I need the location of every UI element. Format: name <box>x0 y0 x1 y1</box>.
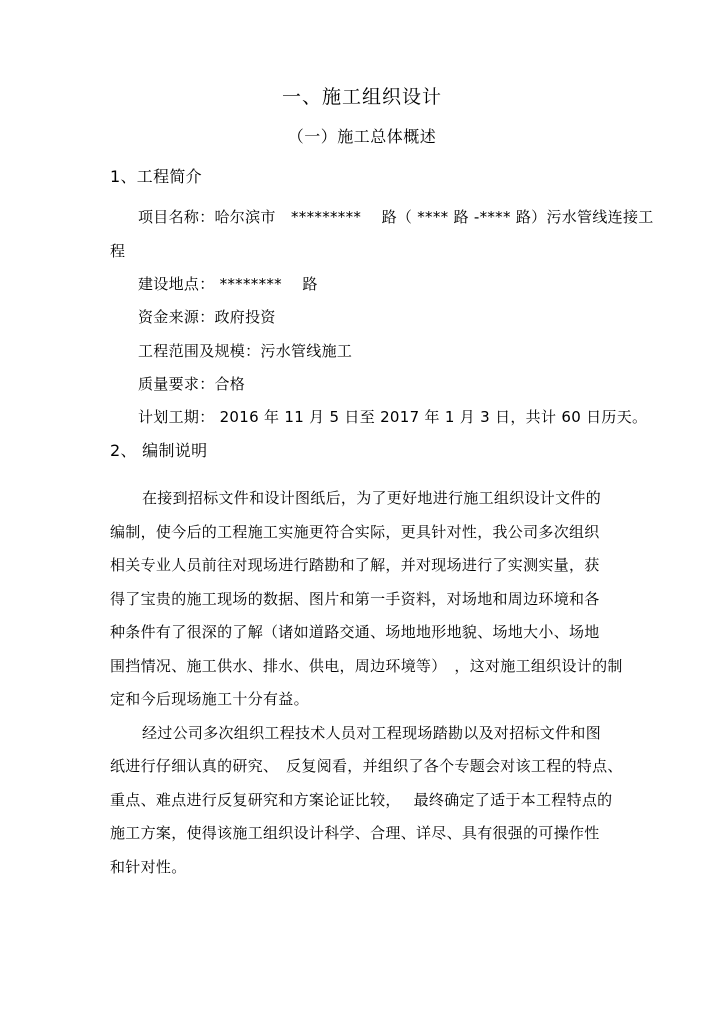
para1-line: 相关专业人员前往对现场进行踏勘和了解，并对现场进行了实测实量，获 <box>110 556 600 574</box>
para1-line: 定和今后现场施工十分有益。 <box>110 690 309 708</box>
para2-line: 经过公司多次组织工程技术人员对工程现场踏勘以及对招标文件和图 <box>142 724 602 742</box>
section2-heading: 2、 编制说明 <box>110 441 208 460</box>
project-scope: 工程范围及规模：污水管线施工 <box>138 342 353 360</box>
para1-line: 在接到招标文件和设计图纸后，为了更好地进行施工组织设计文件的 <box>142 489 602 507</box>
para1-line: 围挡情况、施工供水、排水、供电，周边环境等） ，这对施工组织设计的制 <box>110 657 623 675</box>
para1-line: 种条件有了很深的了解（诸如道路交通、场地地形地貌、场地大小、场地 <box>110 623 600 641</box>
para2-line: 纸进行仔细认真的研究、 反复阅看，并组织了各个专题会对该工程的特点、 <box>110 757 623 775</box>
para1-line: 得了宝贵的施工现场的数据、图片和第一手资料，对场地和周边环境和各 <box>110 590 600 608</box>
para2-line: 施工方案，使得该施工组织设计科学、合理、详尽、具有很强的可操作性 <box>110 824 600 842</box>
para2-line: 重点、难点进行反复研究和方案论证比较， 最终确定了适于本工程特点的 <box>110 791 613 809</box>
project-name-line1: 项目名称：哈尔滨市 ********* 路（ **** 路 -**** 路）污水管线连接工 <box>138 208 654 226</box>
para1-line: 编制，使今后的工程施工实施更符合实际，更具针对性，我公司多次组织 <box>110 523 600 541</box>
planned-schedule: 计划工期： 2016 年 11 月 5 日至 2017 年 1 月 3 日，共计 60 日历天。 <box>138 408 648 426</box>
section1-heading: 1、工程简介 <box>110 167 202 186</box>
document-title: 一、施工组织设计 <box>281 86 442 108</box>
para2-line: 和针对性。 <box>110 858 187 876</box>
funding-source: 资金来源：政府投资 <box>138 308 276 326</box>
quality-requirement: 质量要求：合格 <box>138 375 246 393</box>
construction-location: 建设地点： ******** 路 <box>138 275 318 293</box>
project-name-line2: 程 <box>110 242 126 260</box>
document-subtitle: （一）施工总体概述 <box>287 127 437 146</box>
